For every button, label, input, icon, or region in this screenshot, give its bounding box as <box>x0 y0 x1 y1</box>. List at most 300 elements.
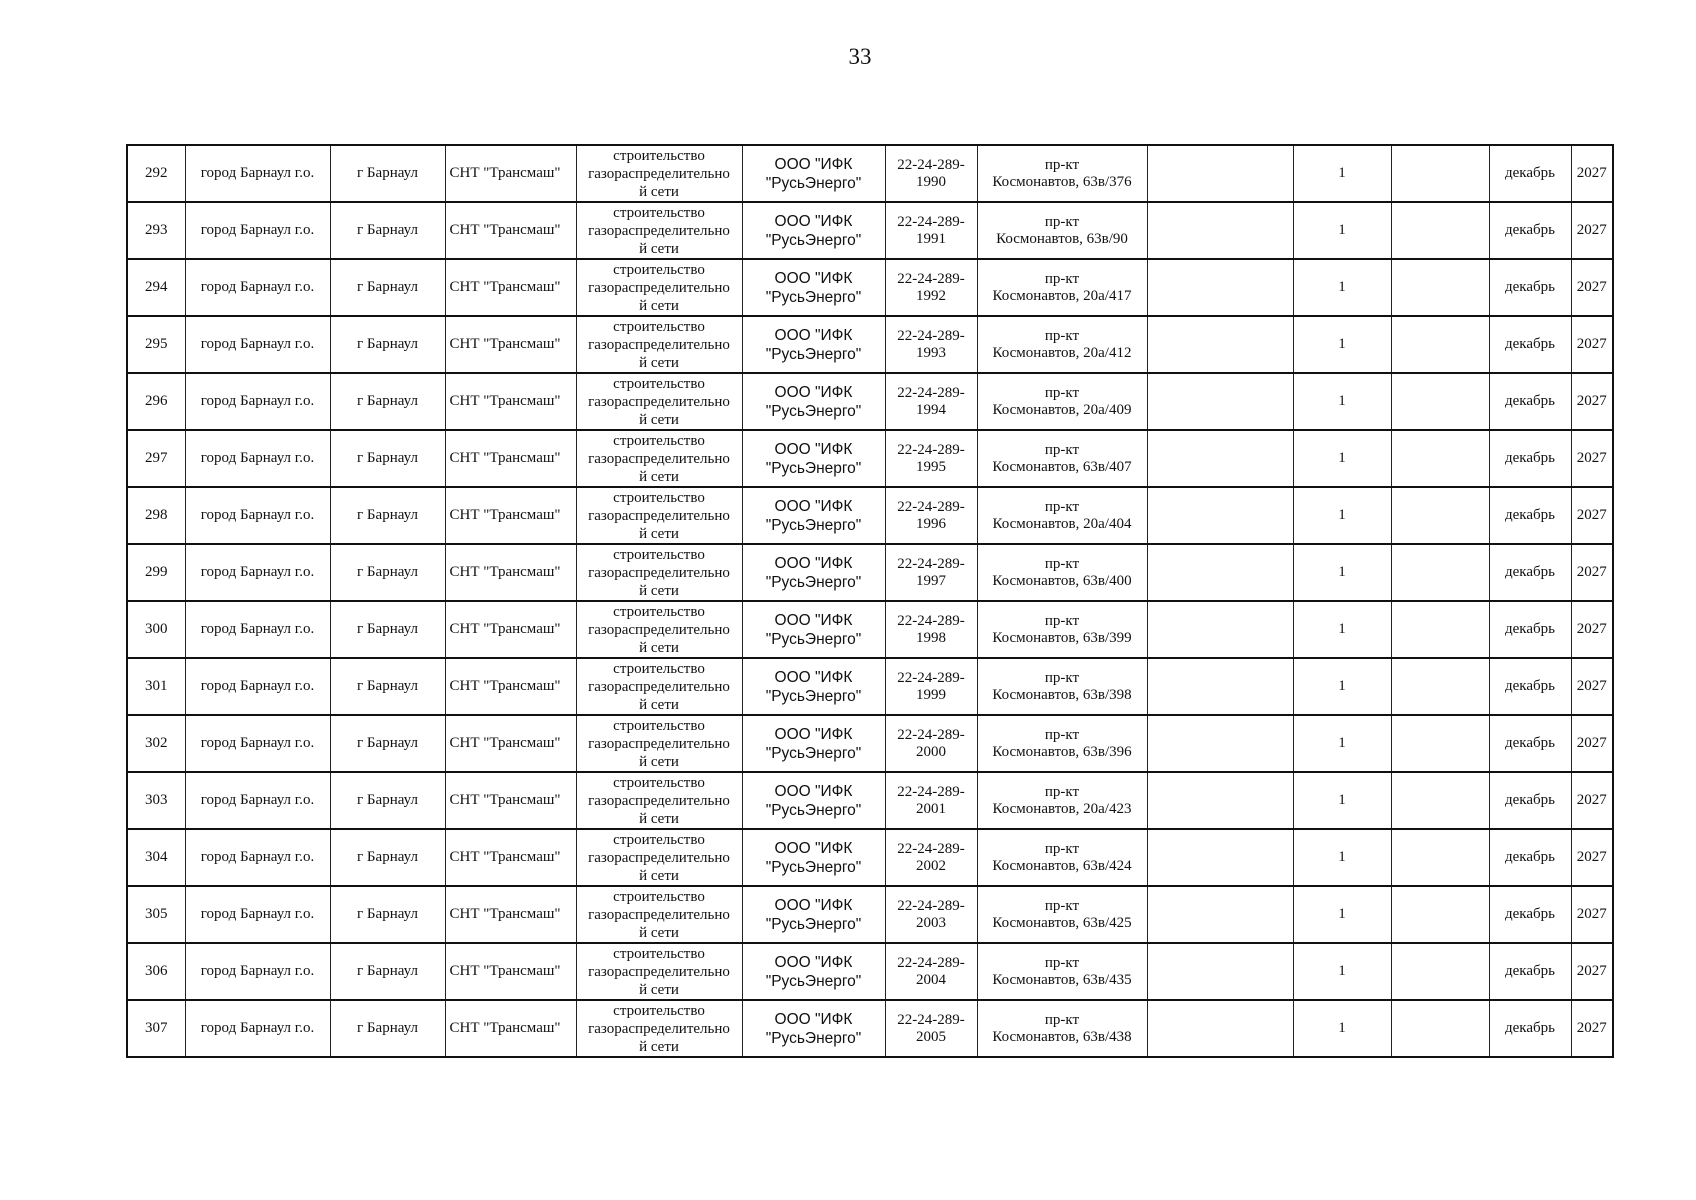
municipality-cell <box>185 145 330 202</box>
address-cell <box>977 145 1147 202</box>
organization-cell <box>742 772 885 829</box>
work-type-line: строительство <box>613 147 705 164</box>
month-cell <box>1489 145 1571 202</box>
municipality-cell <box>185 658 330 715</box>
empty-cell <box>1147 1000 1293 1057</box>
organization-line: "РусьЭнерго" <box>765 801 862 819</box>
empty-cell <box>1391 430 1489 487</box>
month: декабрь <box>1505 564 1555 580</box>
application-code-line: 1991 <box>916 230 946 247</box>
settlement-cell <box>330 715 445 772</box>
object-cell <box>445 316 576 373</box>
address-line: пр-кт <box>1044 1011 1080 1028</box>
year-cell <box>1571 829 1613 886</box>
application-code-line: 2005 <box>916 1028 946 1045</box>
municipality: город Барнаул г.о. <box>200 735 315 751</box>
organization-cell <box>742 1000 885 1057</box>
object-name: СНТ "Трансмаш" <box>449 906 561 922</box>
empty-cell <box>1147 544 1293 601</box>
row-number-cell <box>127 829 185 886</box>
row-number: 295 <box>145 336 168 352</box>
address-cell <box>977 544 1147 601</box>
application-code-line: 22-24-289- <box>897 954 965 971</box>
settlement: г Барнаул <box>357 849 418 865</box>
address-line: пр-кт <box>1044 270 1080 287</box>
row-number-cell <box>127 544 185 601</box>
month-cell <box>1489 373 1571 430</box>
row-number-cell <box>127 430 185 487</box>
settlement-cell <box>330 202 445 259</box>
municipality: город Барнаул г.о. <box>200 222 315 238</box>
work-type-line: й сети <box>639 468 679 485</box>
application-code-line: 22-24-289- <box>897 270 965 287</box>
empty-cell <box>1391 1000 1489 1057</box>
organization-cell <box>742 430 885 487</box>
quantity: 1 <box>1338 849 1346 865</box>
address-line: пр-кт <box>1044 726 1080 743</box>
empty-cell <box>1391 829 1489 886</box>
table-row <box>127 487 1613 544</box>
work-type-line: й сети <box>639 981 679 998</box>
municipality-cell <box>185 316 330 373</box>
object-cell <box>445 259 576 316</box>
address-line: Космонавтов, 63в/424 <box>992 857 1132 874</box>
organization-line: "РусьЭнерго" <box>765 744 862 762</box>
month-cell <box>1489 772 1571 829</box>
address-cell <box>977 886 1147 943</box>
row-number: 305 <box>145 906 168 922</box>
year: 2027 <box>1576 621 1607 637</box>
year: 2027 <box>1576 963 1607 979</box>
quantity-cell <box>1293 658 1391 715</box>
table-row <box>127 829 1613 886</box>
work-type-line: строительство <box>613 774 705 791</box>
quantity-cell <box>1293 601 1391 658</box>
organization-line: "РусьЭнерго" <box>765 174 862 192</box>
object-cell <box>445 430 576 487</box>
organization-line: "РусьЭнерго" <box>765 972 862 990</box>
object-name: СНТ "Трансмаш" <box>449 507 561 523</box>
address-line: Космонавтов, 20а/409 <box>992 401 1132 418</box>
work-schedule-table <box>126 144 1614 1058</box>
year-cell <box>1571 772 1613 829</box>
object-name: СНТ "Трансмаш" <box>449 336 561 352</box>
municipality-cell <box>185 829 330 886</box>
organization-cell <box>742 145 885 202</box>
municipality: город Барнаул г.о. <box>200 678 315 694</box>
organization-line: "РусьЭнерго" <box>765 858 862 876</box>
year: 2027 <box>1576 450 1607 466</box>
empty-cell <box>1147 829 1293 886</box>
year-cell <box>1571 943 1613 1000</box>
month-cell <box>1489 316 1571 373</box>
empty-cell <box>1391 943 1489 1000</box>
work-type-line: й сети <box>639 924 679 941</box>
settlement: г Барнаул <box>357 678 418 694</box>
month: декабрь <box>1505 678 1555 694</box>
application-code-line: 22-24-289- <box>897 384 965 401</box>
work-type-cell <box>576 715 742 772</box>
quantity: 1 <box>1338 165 1346 181</box>
empty-cell <box>1391 145 1489 202</box>
empty-cell <box>1391 658 1489 715</box>
table-row <box>127 1000 1613 1057</box>
empty-cell <box>1147 316 1293 373</box>
quantity: 1 <box>1338 792 1346 808</box>
municipality-cell <box>185 544 330 601</box>
work-type-cell <box>576 202 742 259</box>
municipality-cell <box>185 943 330 1000</box>
address-line: пр-кт <box>1044 783 1080 800</box>
settlement: г Барнаул <box>357 450 418 466</box>
settlement-cell <box>330 259 445 316</box>
settlement: г Барнаул <box>357 393 418 409</box>
address-cell <box>977 430 1147 487</box>
row-number: 302 <box>145 735 168 751</box>
quantity: 1 <box>1338 963 1346 979</box>
municipality-cell <box>185 373 330 430</box>
empty-cell <box>1147 373 1293 430</box>
table-row <box>127 373 1613 430</box>
address-line: пр-кт <box>1044 612 1080 629</box>
work-type-cell <box>576 430 742 487</box>
application-code-line: 1993 <box>916 344 946 361</box>
year: 2027 <box>1576 849 1607 865</box>
row-number: 293 <box>145 222 168 238</box>
municipality-cell <box>185 430 330 487</box>
object-cell <box>445 943 576 1000</box>
work-type-line: газораспределительно <box>588 906 730 923</box>
organization-line: "РусьЭнерго" <box>765 573 862 591</box>
organization-line: ООО "ИФК <box>774 896 853 914</box>
organization-line: ООО "ИФК <box>774 725 853 743</box>
organization-line: "РусьЭнерго" <box>765 915 862 933</box>
table-row <box>127 259 1613 316</box>
settlement-cell <box>330 373 445 430</box>
organization-cell <box>742 316 885 373</box>
object-cell <box>445 373 576 430</box>
address-line: Космонавтов, 20а/412 <box>992 344 1132 361</box>
month-cell <box>1489 259 1571 316</box>
address-cell <box>977 715 1147 772</box>
work-type-line: строительство <box>613 375 705 392</box>
row-number: 300 <box>145 621 168 637</box>
work-type-cell <box>576 145 742 202</box>
municipality: город Барнаул г.о. <box>200 450 315 466</box>
month: декабрь <box>1505 279 1555 295</box>
row-number: 299 <box>145 564 168 580</box>
year-cell <box>1571 487 1613 544</box>
address-line: пр-кт <box>1044 384 1080 401</box>
object-name: СНТ "Трансмаш" <box>449 393 561 409</box>
address-cell <box>977 829 1147 886</box>
organization-line: ООО "ИФК <box>774 440 853 458</box>
empty-cell <box>1147 145 1293 202</box>
row-number: 292 <box>145 165 168 181</box>
work-type-line: й сети <box>639 639 679 656</box>
empty-cell <box>1391 886 1489 943</box>
empty-cell <box>1391 487 1489 544</box>
organization-cell <box>742 202 885 259</box>
row-number-cell <box>127 886 185 943</box>
empty-cell <box>1147 259 1293 316</box>
application-code-line: 22-24-289- <box>897 156 965 173</box>
work-type-line: й сети <box>639 810 679 827</box>
address-line: пр-кт <box>1044 327 1080 344</box>
settlement: г Барнаул <box>357 1020 418 1036</box>
row-number: 304 <box>145 849 168 865</box>
settlement: г Барнаул <box>357 279 418 295</box>
organization-line: ООО "ИФК <box>774 497 853 515</box>
quantity-cell <box>1293 487 1391 544</box>
quantity: 1 <box>1338 222 1346 238</box>
quantity-cell <box>1293 373 1391 430</box>
month-cell <box>1489 886 1571 943</box>
settlement: г Барнаул <box>357 906 418 922</box>
address-line: пр-кт <box>1044 555 1080 572</box>
work-type-line: строительство <box>613 204 705 221</box>
empty-cell <box>1147 886 1293 943</box>
application-code-cell <box>885 829 977 886</box>
object-name: СНТ "Трансмаш" <box>449 678 561 694</box>
row-number: 303 <box>145 792 168 808</box>
application-code-cell <box>885 715 977 772</box>
address-cell <box>977 202 1147 259</box>
row-number-cell <box>127 772 185 829</box>
table-row <box>127 430 1613 487</box>
year: 2027 <box>1576 279 1607 295</box>
row-number: 307 <box>145 1020 168 1036</box>
month-cell <box>1489 544 1571 601</box>
address-line: Космонавтов, 20а/417 <box>992 287 1132 304</box>
organization-line: "РусьЭнерго" <box>765 288 862 306</box>
year-cell <box>1571 1000 1613 1057</box>
organization-line: ООО "ИФК <box>774 554 853 572</box>
organization-line: ООО "ИФК <box>774 668 853 686</box>
work-type-line: строительство <box>613 261 705 278</box>
quantity: 1 <box>1338 735 1346 751</box>
year-cell <box>1571 544 1613 601</box>
year-cell <box>1571 145 1613 202</box>
work-type-line: газораспределительно <box>588 678 730 695</box>
month: декабрь <box>1505 336 1555 352</box>
organization-line: "РусьЭнерго" <box>765 687 862 705</box>
organization-cell <box>742 373 885 430</box>
quantity-cell <box>1293 1000 1391 1057</box>
application-code-cell <box>885 259 977 316</box>
application-code-line: 22-24-289- <box>897 612 965 629</box>
work-type-line: газораспределительно <box>588 792 730 809</box>
year: 2027 <box>1576 507 1607 523</box>
work-type-cell <box>576 772 742 829</box>
quantity-cell <box>1293 829 1391 886</box>
address-line: Космонавтов, 63в/398 <box>992 686 1132 703</box>
address-line: пр-кт <box>1044 156 1080 173</box>
settlement-cell <box>330 145 445 202</box>
month: декабрь <box>1505 963 1555 979</box>
application-code-line: 22-24-289- <box>897 669 965 686</box>
work-type-line: й сети <box>639 753 679 770</box>
work-type-line: газораспределительно <box>588 222 730 239</box>
application-code-line: 2003 <box>916 914 946 931</box>
work-type-line: й сети <box>639 525 679 542</box>
work-type-line: й сети <box>639 240 679 257</box>
empty-cell <box>1147 202 1293 259</box>
table-body <box>127 145 1613 1057</box>
organization-cell <box>742 715 885 772</box>
year-cell <box>1571 715 1613 772</box>
work-type-line: газораспределительно <box>588 279 730 296</box>
year: 2027 <box>1576 165 1607 181</box>
row-number-cell <box>127 145 185 202</box>
empty-cell <box>1391 202 1489 259</box>
municipality: город Барнаул г.о. <box>200 507 315 523</box>
organization-line: ООО "ИФК <box>774 383 853 401</box>
work-type-cell <box>576 601 742 658</box>
application-code-line: 22-24-289- <box>897 783 965 800</box>
settlement-cell <box>330 544 445 601</box>
quantity-cell <box>1293 772 1391 829</box>
organization-line: ООО "ИФК <box>774 269 853 287</box>
object-name: СНТ "Трансмаш" <box>449 1020 561 1036</box>
row-number-cell <box>127 658 185 715</box>
year: 2027 <box>1576 564 1607 580</box>
month: декабрь <box>1505 735 1555 751</box>
work-type-line: газораспределительно <box>588 621 730 638</box>
work-type-cell <box>576 487 742 544</box>
row-number-cell <box>127 373 185 430</box>
municipality-cell <box>185 1000 330 1057</box>
empty-cell <box>1147 715 1293 772</box>
organization-cell <box>742 829 885 886</box>
organization-cell <box>742 658 885 715</box>
year: 2027 <box>1576 678 1607 694</box>
address-cell <box>977 943 1147 1000</box>
work-type-line: газораспределительно <box>588 735 730 752</box>
month: декабрь <box>1505 450 1555 466</box>
row-number-cell <box>127 1000 185 1057</box>
work-type-line: й сети <box>639 354 679 371</box>
municipality-cell <box>185 487 330 544</box>
object-cell <box>445 487 576 544</box>
application-code-line: 2000 <box>916 743 946 760</box>
empty-cell <box>1147 658 1293 715</box>
table-row <box>127 544 1613 601</box>
organization-line: "РусьЭнерго" <box>765 402 862 420</box>
application-code-line: 1990 <box>916 173 946 190</box>
work-type-line: газораспределительно <box>588 450 730 467</box>
quantity-cell <box>1293 943 1391 1000</box>
municipality: город Барнаул г.о. <box>200 792 315 808</box>
organization-line: "РусьЭнерго" <box>765 231 862 249</box>
application-code-cell <box>885 202 977 259</box>
organization-line: ООО "ИФК <box>774 782 853 800</box>
year-cell <box>1571 316 1613 373</box>
settlement: г Барнаул <box>357 222 418 238</box>
object-cell <box>445 601 576 658</box>
application-code-cell <box>885 658 977 715</box>
empty-cell <box>1391 601 1489 658</box>
work-type-line: газораспределительно <box>588 507 730 524</box>
application-code-line: 1994 <box>916 401 946 418</box>
row-number: 301 <box>145 678 168 694</box>
object-cell <box>445 658 576 715</box>
work-type-line: й сети <box>639 582 679 599</box>
work-type-line: й сети <box>639 1038 679 1055</box>
work-type-line: й сети <box>639 696 679 713</box>
row-number: 298 <box>145 507 168 523</box>
municipality: город Барнаул г.о. <box>200 906 315 922</box>
quantity: 1 <box>1338 336 1346 352</box>
empty-cell <box>1147 430 1293 487</box>
month: декабрь <box>1505 621 1555 637</box>
year: 2027 <box>1576 735 1607 751</box>
application-code-cell <box>885 886 977 943</box>
row-number-cell <box>127 601 185 658</box>
year: 2027 <box>1576 906 1607 922</box>
work-type-line: строительство <box>613 888 705 905</box>
settlement: г Барнаул <box>357 564 418 580</box>
work-type-cell <box>576 316 742 373</box>
address-line: пр-кт <box>1044 498 1080 515</box>
settlement-cell <box>330 1000 445 1057</box>
month-cell <box>1489 943 1571 1000</box>
year: 2027 <box>1576 393 1607 409</box>
address-cell <box>977 316 1147 373</box>
application-code-line: 22-24-289- <box>897 840 965 857</box>
application-code-line: 1995 <box>916 458 946 475</box>
work-type-line: строительство <box>613 1002 705 1019</box>
year-cell <box>1571 259 1613 316</box>
work-type-cell <box>576 544 742 601</box>
settlement-cell <box>330 487 445 544</box>
quantity: 1 <box>1338 507 1346 523</box>
organization-cell <box>742 487 885 544</box>
work-type-line: газораспределительно <box>588 165 730 182</box>
object-cell <box>445 544 576 601</box>
application-code-line: 1992 <box>916 287 946 304</box>
year-cell <box>1571 373 1613 430</box>
address-line: Космонавтов, 20а/423 <box>992 800 1132 817</box>
work-type-line: строительство <box>613 489 705 506</box>
table-row <box>127 715 1613 772</box>
object-name: СНТ "Трансмаш" <box>449 735 561 751</box>
month: декабрь <box>1505 906 1555 922</box>
settlement: г Барнаул <box>357 792 418 808</box>
work-type-line: й сети <box>639 411 679 428</box>
application-code-line: 1998 <box>916 629 946 646</box>
work-type-line: газораспределительно <box>588 1020 730 1037</box>
address-line: Космонавтов, 63в/425 <box>992 914 1132 931</box>
month-cell <box>1489 202 1571 259</box>
work-type-line: й сети <box>639 183 679 200</box>
application-code-cell <box>885 316 977 373</box>
application-code-cell <box>885 145 977 202</box>
address-line: Космонавтов, 20а/404 <box>992 515 1132 532</box>
settlement-cell <box>330 772 445 829</box>
row-number-cell <box>127 715 185 772</box>
organization-line: "РусьЭнерго" <box>765 459 862 477</box>
quantity-cell <box>1293 886 1391 943</box>
organization-line: ООО "ИФК <box>774 611 853 629</box>
quantity-cell <box>1293 430 1391 487</box>
year: 2027 <box>1576 792 1607 808</box>
address-line: Космонавтов, 63в/399 <box>992 629 1132 646</box>
organization-line: ООО "ИФК <box>774 953 853 971</box>
table-row <box>127 943 1613 1000</box>
work-type-line: строительство <box>613 318 705 335</box>
settlement-cell <box>330 316 445 373</box>
